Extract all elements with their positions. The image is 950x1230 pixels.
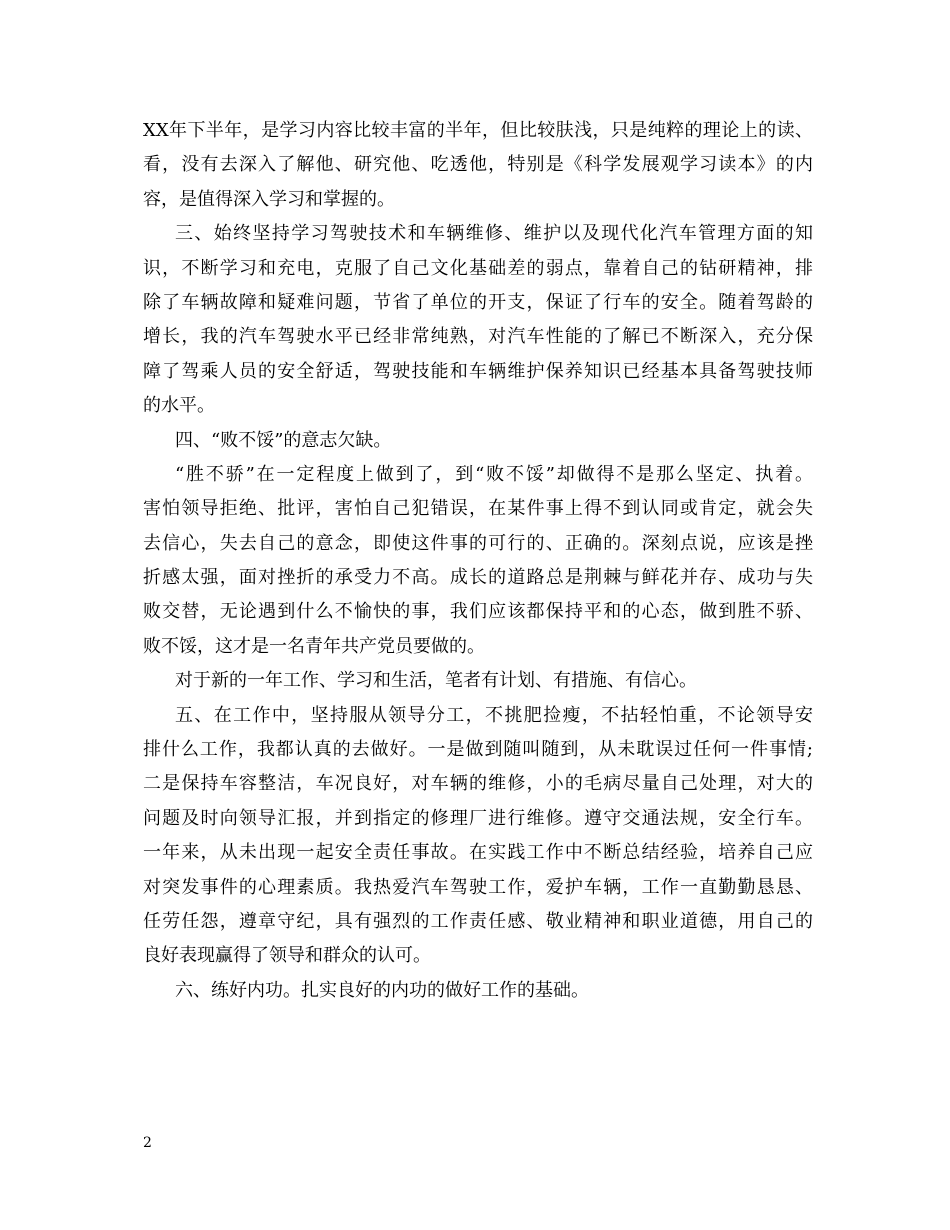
text-line: 五、在工作中，坚持服从领导分工，不挑肥捡瘦，不拈轻怕重，不论领导安 (175, 704, 813, 726)
text-line: 三、始终坚持学习驾驶技术和车辆维修、维护以及现代化汽车管理方面的知 (175, 223, 813, 245)
text-line: 四、“败不馁”的意志欠缺。 (175, 429, 392, 451)
paragraph (143, 664, 813, 698)
text-line: 败不馁，这才是一名青年共产党员要做的。 (143, 635, 485, 657)
text-line: 识，不断学习和充电，克服了自己文化基础差的弱点，靠着自己的钻研精神，排 (143, 257, 813, 279)
text-line: 问题及时向领导汇报，并到指定的修理厂进行维修。遵守交通法规，安全行车。 (143, 807, 813, 829)
text-line: 除了车辆故障和疑难问题，节省了单位的开支，保证了行车的安全。随着驾龄的 (143, 291, 813, 313)
text-line: 六、练好内功。扎实良好的内功的做好工作的基础。 (175, 979, 589, 1001)
text-line: 任劳任怨，遵章守纪，具有强烈的工作责任感、敬业精神和职业道德，用自己的 (143, 910, 813, 932)
text-line: 看，没有去深入了解他、研究他、吃透他，特别是《科学发展观学习读本》的内 (143, 154, 813, 176)
text-line: 害怕领导拒绝、批评，害怕自己犯错误，在某件事上得不到认同或肯定，就会失 (143, 498, 813, 520)
paragraph (143, 424, 813, 458)
paragraph (143, 217, 813, 423)
paragraph (143, 458, 813, 664)
page-number: 2 (143, 1135, 152, 1151)
text-line: 排什么工作，我都认真的去做好。一是做到随叫随到，从未耽误过任何一件事情; (143, 739, 813, 761)
paragraph (143, 699, 813, 974)
text-line: 障了驾乘人员的安全舒适，驾驶技能和车辆维护保养知识已经基本具备驾驶技师 (143, 360, 813, 382)
text-line: 对于新的一年工作、学习和生活，笔者有计划、有措施、有信心。 (175, 670, 697, 692)
text-line: 败交替，无论遇到什么不愉快的事，我们应该都保持平和的心态，做到胜不骄、 (143, 601, 813, 623)
text-line: “胜不骄”在一定程度上做到了，到“败不馁”却做得不是那么坚定、执着。 (175, 463, 813, 485)
text-line: XX年下半年，是学习内容比较丰富的半年，但比较肤浅，只是纯粹的理论上的读、 (143, 120, 813, 141)
text-line: 对突发事件的心理素质。我热爱汽车驾驶工作，爱护车辆，工作一直勤勤恳恳、 (143, 876, 813, 898)
text-line: 二是保持车容整洁，车况良好，对车辆的维修，小的毛病尽量自己处理，对大的 (143, 773, 813, 795)
text-line: 良好表现赢得了领导和群众的认可。 (143, 945, 431, 967)
text-line: 去信心，失去自己的意念，即使这件事的可行的、正确的。深刻点说，应该是挫 (143, 532, 813, 554)
text-line: 的水平。 (143, 395, 215, 417)
text-line: 一年来，从未出现一起安全责任事故。在实践工作中不断总结经验，培养自己应 (143, 842, 813, 864)
document-body (143, 114, 813, 1008)
paragraph (143, 974, 813, 1008)
paragraph (143, 114, 813, 217)
text-line: 增长，我的汽车驾驶水平已经非常纯熟，对汽车性能的了解已不断深入，充分保 (143, 326, 813, 348)
text-line: 容，是值得深入学习和掌握的。 (143, 188, 395, 210)
text-line: 折感太强，面对挫折的承受力不高。成长的道路总是荆棘与鲜花并存、成功与失 (143, 567, 813, 589)
